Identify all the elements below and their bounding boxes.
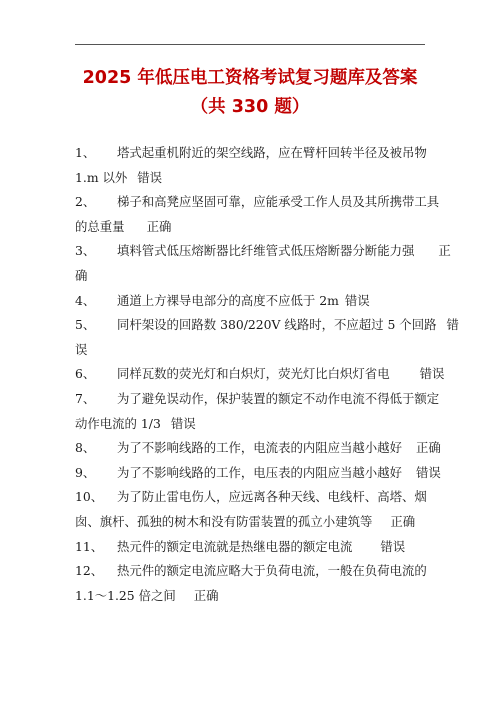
question-list <box>75 141 459 608</box>
answer-label: 错误 <box>344 292 370 308</box>
answer-label: 正确 <box>390 513 416 529</box>
question-text: 为了防止雷电伤人，应远离各种天线、电线杆、高塔、烟 <box>117 489 427 505</box>
question-number: 1、 <box>75 145 96 160</box>
question-item <box>75 485 430 534</box>
answer-label: 正确 <box>146 218 172 234</box>
question-item <box>75 289 430 314</box>
question-text-cont: 1.m 以外 <box>75 169 128 185</box>
question-number: 3、 <box>75 243 96 259</box>
question-text-cont: 1.1～1.25 倍之间 <box>75 587 176 603</box>
question-item <box>75 362 445 387</box>
answer-label: 错误 <box>170 415 196 431</box>
question-item <box>75 387 440 436</box>
question-number: 11、 <box>75 538 104 554</box>
answer-label: 错误 <box>419 366 445 382</box>
question-text: 填料管式低压熔断器比纤维管式低压熔断器分断能力强 <box>117 243 415 259</box>
answer-label: 正 <box>438 243 451 259</box>
question-item <box>75 461 441 486</box>
question-item <box>75 239 451 288</box>
question-text: 为了不影响线路的工作，电压表的内阻应当越小越好 <box>117 464 402 480</box>
answer-label: 正确 <box>193 587 219 603</box>
answer-label: 错误 <box>415 464 441 480</box>
question-item <box>75 313 459 362</box>
header-rule <box>75 44 425 45</box>
answer-label: 正确 <box>415 440 441 456</box>
question-number: 5、 <box>75 317 96 333</box>
question-item <box>75 141 430 190</box>
answer-label: 错误 <box>380 538 406 554</box>
question-text: 梯子和高凳应坚固可靠，应能承受工作人员及其所携带工具 <box>117 194 440 210</box>
question-text: 热元件的额定电流就是热继电器的额定电流 <box>117 538 353 554</box>
question-number: 4、 <box>75 292 96 308</box>
question-text: 热元件的额定电流应略大于负荷电流，一般在负荷电流的 <box>117 563 427 579</box>
answer-label: 错误 <box>137 169 163 185</box>
question-number: 10、 <box>75 489 104 505</box>
question-text-cont: 动作电流的 1/3 <box>75 415 161 431</box>
question-text: 同杆架设的回路数 380/220V 线路时，不应超过 5 个回路 <box>117 317 437 333</box>
question-item <box>75 190 440 239</box>
question-text-cont: 囱、旗杆、孤独的树木和没有防雷装置的孤立小建筑等 <box>75 513 373 529</box>
question-text: 为了避免误动作，保护装置的额定不动作电流不得低于额定 <box>117 390 440 406</box>
question-number: 8、 <box>75 440 96 456</box>
question-text: 同样瓦数的荧光灯和白炽灯，荧光灯比白炽灯省电 <box>117 366 390 382</box>
question-number: 7、 <box>75 390 96 406</box>
answer-label-cont: 确 <box>75 267 88 283</box>
document-title <box>40 64 460 122</box>
question-number: 2、 <box>75 194 96 210</box>
question-text: 为了不影响线路的工作，电流表的内阻应当越小越好 <box>117 440 402 456</box>
question-text: 通道上方裸导电部分的高度不应低于 2m <box>117 292 339 308</box>
question-item <box>75 535 430 560</box>
question-text: 塔式起重机附近的架空线路，应在臂杆回转半径及被吊物 <box>117 145 427 160</box>
title-line-2: （共 330 题） <box>190 97 310 117</box>
question-number: 6、 <box>75 366 96 382</box>
answer-label-cont: 误 <box>75 341 88 357</box>
title-line-1: 2025 年低压电工资格考试复习题库及答案 <box>82 68 418 88</box>
question-text-cont: 的总重量 <box>75 218 125 234</box>
question-number: 9、 <box>75 464 96 480</box>
question-item <box>75 436 441 461</box>
question-item <box>75 559 430 608</box>
answer-label: 错 <box>446 317 459 333</box>
question-number: 12、 <box>75 563 104 579</box>
